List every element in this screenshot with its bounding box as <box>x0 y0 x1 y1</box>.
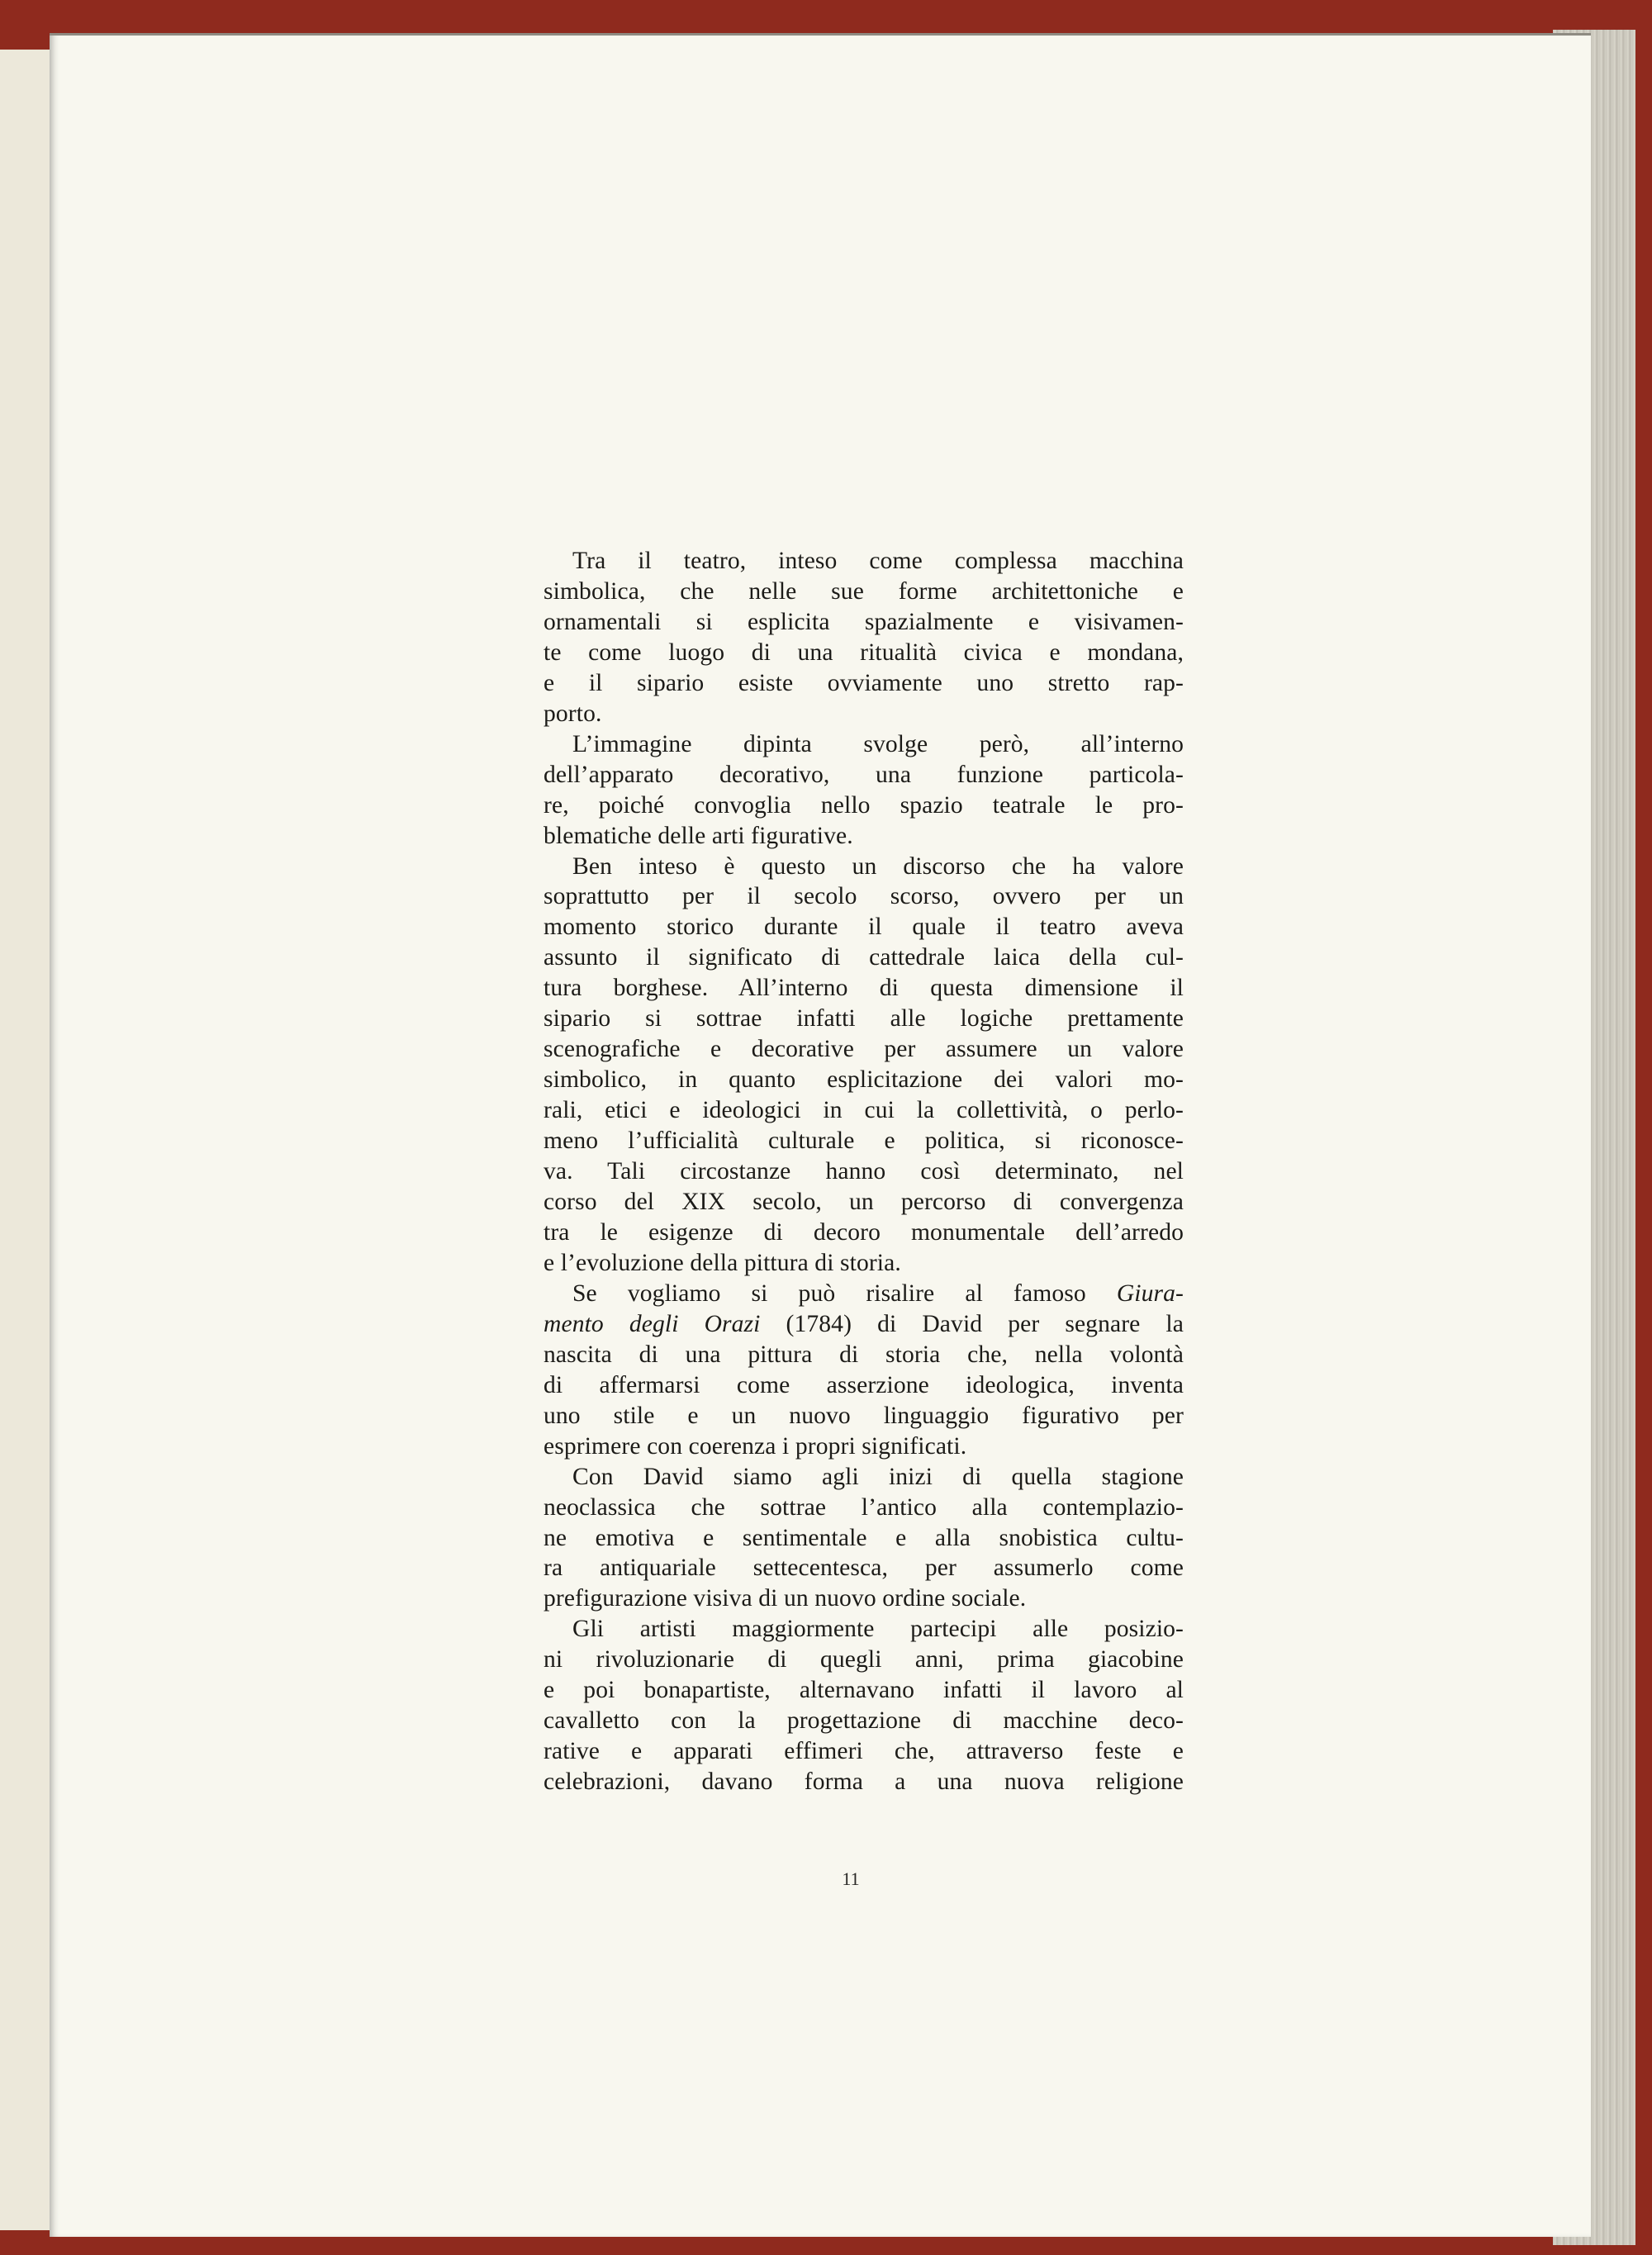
text-line: ornamentali si esplicita spazialmente e visivamen- <box>544 608 1184 635</box>
text-line: nascita di una pittura di storia che, nella volontà <box>544 1341 1184 1368</box>
text-line: di affermarsi come asserzione ideologica, inventa <box>544 1371 1184 1398</box>
text-line: L’immagine dipinta svolge però, all’interno <box>572 730 1184 757</box>
page-number: 11 <box>842 1868 860 1889</box>
text-line: scenografiche e decorative per assumere un valore <box>544 1036 1184 1063</box>
artwork-title: Giura- <box>1116 1279 1184 1307</box>
text-line: momento storico durante il quale il teatro aveva <box>544 914 1184 941</box>
text-run: (1784) di David per segnare la <box>760 1310 1184 1337</box>
text-line: corso del XIX secolo, un percorso di convergenza <box>544 1189 1184 1216</box>
text-line: blematiche delle arti figurative. <box>544 822 853 849</box>
paragraph-4 <box>544 1279 1184 1462</box>
text-line: simbolica, che nelle sue forme architettoniche e <box>544 577 1184 605</box>
text-line: re, poiché convoglia nello spazio teatrale le pro- <box>544 791 1184 819</box>
text-line: meno l’ufficialità culturale e politica, si riconosce- <box>544 1128 1184 1155</box>
paragraph-6 <box>544 1614 1184 1797</box>
book-page <box>50 33 1591 2237</box>
text-run: Se vogliamo si può risalire al famoso <box>572 1279 1117 1307</box>
text-line: tra le esigenze di decoro monumentale dell’arredo <box>544 1218 1184 1246</box>
paragraph-5 <box>544 1462 1184 1615</box>
text-line: e il sipario esiste ovviamente uno stretto rap- <box>544 669 1184 696</box>
text-line <box>544 1309 1184 1340</box>
text-line: dell’apparato decorativo, una funzione particola- <box>544 761 1184 788</box>
text-line: rative e apparati effimeri che, attraverso feste e <box>544 1738 1184 1765</box>
text-line: cavalletto con la progettazione di macchine deco- <box>544 1707 1184 1735</box>
text-line: sipario si sottrae infatti alle logiche prettamente <box>544 1005 1184 1033</box>
text-line: esprimere con coerenza i propri significati. <box>544 1432 967 1460</box>
body-text <box>544 546 1184 1797</box>
text-line: celebrazioni, davano forma a una nuova religione <box>544 1768 1184 1796</box>
artwork-title: mento degli Orazi <box>544 1310 761 1337</box>
text-line: tura borghese. All’interno di questa dimensione il <box>544 975 1184 1002</box>
text-line: uno stile e un nuovo linguaggio figurativo per <box>544 1402 1184 1429</box>
left-page-edge <box>0 50 56 2230</box>
text-line: va. Tali circostanze hanno così determinato, nel <box>544 1158 1184 1185</box>
text-line: porto. <box>544 700 602 727</box>
paragraph-1 <box>544 546 1184 729</box>
paragraph-2 <box>544 729 1184 852</box>
text-line: ni rivoluzionarie di quegli anni, prima giacobine <box>544 1646 1184 1673</box>
text-line: prefigurazione visiva di un nuovo ordine sociale. <box>544 1585 1027 1612</box>
text-line: simbolico, in quanto esplicitazione dei valori mo- <box>544 1066 1184 1094</box>
text-line: rali, etici e ideologici in cui la collettività, o perlo- <box>544 1097 1184 1124</box>
text-line: soprattutto per il secolo scorso, ovvero per un <box>544 883 1184 910</box>
text-line: e poi bonapartiste, alternavano infatti il lavoro al <box>544 1677 1184 1704</box>
text-line: Ben inteso è questo un discorso che ha valore <box>572 852 1184 880</box>
text-line: Gli artisti maggiormente partecipi alle posizio- <box>572 1616 1184 1643</box>
text-line: te come luogo di una ritualità civica e mondana, <box>544 639 1184 666</box>
text-line <box>544 1279 1184 1309</box>
text-line: neoclassica che sottrae l’antico alla contemplazio- <box>544 1493 1184 1521</box>
page-top-edge <box>50 33 1591 36</box>
text-line: assunto il significato di cattedrale laica della cul- <box>544 944 1184 971</box>
text-line: Tra il teatro, inteso come complessa macchina <box>572 548 1184 574</box>
text-line: ra antiquariale settecentesca, per assumerlo come <box>544 1555 1184 1582</box>
text-line: Con David siamo agli inizi di quella stagione <box>572 1463 1184 1490</box>
paragraph-3 <box>544 852 1184 1279</box>
text-line: ne emotiva e sentimentale e alla snobistica cultu- <box>544 1524 1184 1551</box>
text-line: e l’evoluzione della pittura di storia. <box>544 1249 901 1276</box>
